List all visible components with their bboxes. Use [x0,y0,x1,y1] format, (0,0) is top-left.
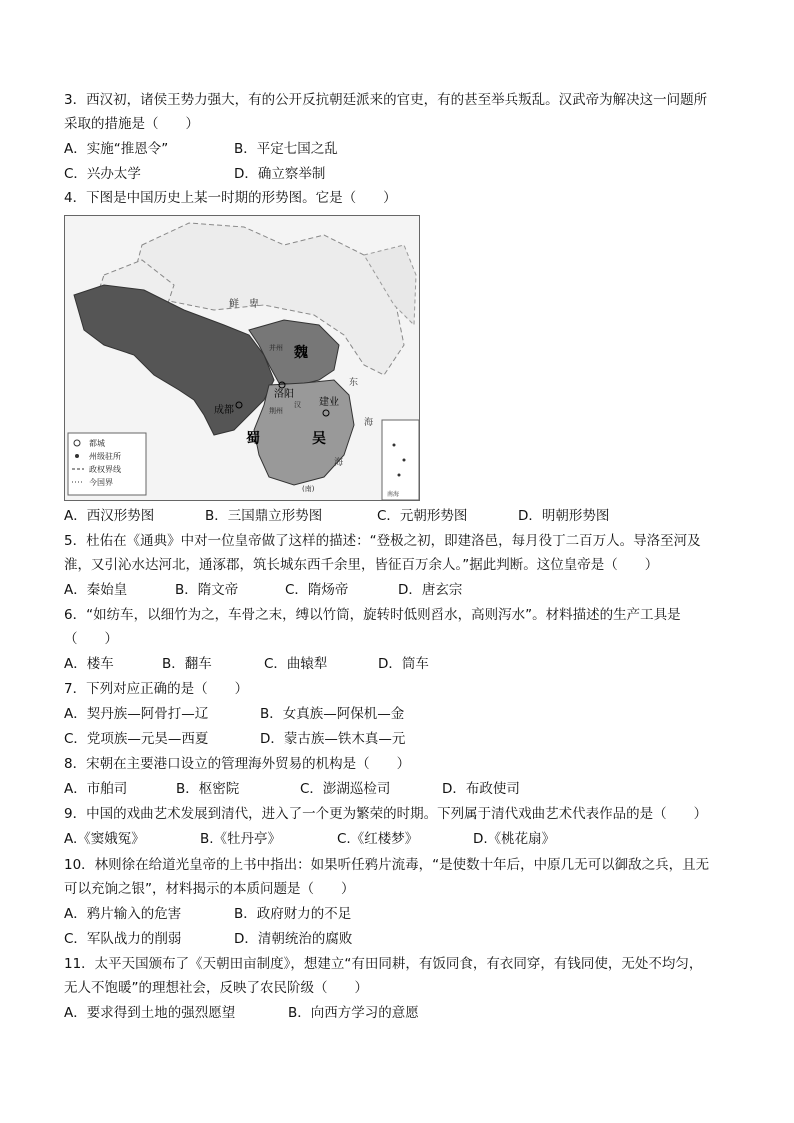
question-5-option-a[interactable]: A．秦始皇 [64,582,128,598]
question-11-stem-line-1: 11．太平天国颁布了《天朝田亩制度》，想建立“有田同耕，有饭同食，有衣同穿，有钱同使，无处不均匀， [64,956,703,972]
label-inset: 南海 [387,491,400,498]
question-5-stem-line-1: 5．杜佑在《通典》中对一位皇帝做了这样的描述：“登极之初，即建洛邑，每月役丁二百万人。导洛至河及 [64,533,701,549]
question-8-option-d[interactable]: D．布政使司 [442,781,520,797]
label-small-1: 并州 [269,344,283,352]
question-4-option-d[interactable]: D．明朝形势图 [518,508,610,524]
question-9-option-b[interactable]: B.《牡丹亭》 [200,831,282,847]
question-8-option-b[interactable]: B．枢密院 [176,781,240,797]
question-9 [64,802,734,826]
question-6-option-d[interactable]: D．筒车 [378,656,429,672]
question-4-stem: 4．下图是中国历史上某一时期的形势图。它是（ ） [64,190,397,206]
question-10-option-a[interactable]: A．鸦片输入的危害 [64,906,182,922]
question-6-option-a[interactable]: A．楼车 [64,656,114,672]
legend-capital: 都城 [89,439,105,448]
question-10-option-d[interactable]: D．清朝统治的腐败 [234,931,353,947]
question-5-option-d[interactable]: D．唐玄宗 [398,582,463,598]
question-5 [64,529,734,577]
label-small-3: 汉 [294,401,301,409]
question-10-option-c[interactable]: C．军队战力的削弱 [64,931,182,947]
label-wu: 吴 [312,431,326,447]
label-small-2: 荆州 [269,407,283,415]
legend-boundary: 政权界线 [89,465,121,474]
question-4-option-a[interactable]: A．西汉形势图 [64,508,155,524]
question-3-option-b[interactable]: B．平定七国之乱 [234,141,338,157]
label-small-4: (南) [302,485,315,493]
question-11-stem-line-2: 无人不饱暖”的理想社会，反映了农民阶级（ ） [64,980,368,996]
question-9-stem: 9．中国的戏曲艺术发展到清代，进入了一个更为繁荣的时期。下列属于清代戏曲艺术代表作品的是（ ） [64,806,708,822]
question-6-stem-line-1: 6．“如纺车，以细竹为之，车骨之末，缚以竹筒，旋转时低则舀水，高则泻水”。材料描述的生产工具是 [64,607,681,623]
question-7 [64,677,734,701]
label-xianbei: 鲜 卑 [229,299,259,310]
three-kingdoms-map [64,215,420,501]
question-9-option-a[interactable]: A.《窦娥冤》 [64,831,145,847]
question-9-option-d[interactable]: D.《桃花扇》 [473,831,556,847]
question-7-option-a[interactable]: A．契丹族—阿骨打—辽 [64,706,209,722]
question-4-option-b[interactable]: B．三国鼎立形势图 [205,508,323,524]
question-6-option-b[interactable]: B．翻车 [162,656,212,672]
question-8 [64,752,734,776]
question-11-option-b[interactable]: B．向西方学习的意愿 [288,1005,419,1021]
question-7-stem: 7．下列对应正确的是（ ） [64,681,249,697]
question-3 [64,88,734,136]
question-11-option-a[interactable]: A．要求得到土地的强烈愿望 [64,1005,236,1021]
question-3-option-c[interactable]: C．兴办太学 [64,166,141,182]
question-7-option-c[interactable]: C．党项族—元昊—西夏 [64,731,209,747]
question-6-stem-line-2: （ ） [64,631,118,647]
question-8-option-a[interactable]: A．市舶司 [64,781,128,797]
question-9-option-c[interactable]: C.《红楼梦》 [337,831,419,847]
question-4-option-c[interactable]: C．元朝形势图 [377,508,468,524]
question-8-stem: 8．宋朝在主要港口设立的管理海外贸易的机构是（ ） [64,756,411,772]
legend-border: 今国界 [89,478,113,487]
legend-symbol-prefecture [75,454,79,458]
legend-prefecture: 州级驻所 [89,452,121,461]
question-10-option-b[interactable]: B．政府财力的不足 [234,906,352,922]
label-dong: 东 [349,378,359,388]
inset-frame [382,420,419,500]
question-5-option-b[interactable]: B．隋文帝 [175,582,239,598]
label-shu: 蜀 [246,431,260,447]
label-wei: 魏 [294,345,308,361]
label-nan: 海 [334,458,344,468]
question-3-option-d[interactable]: D．确立察举制 [234,166,326,182]
question-4 [64,186,734,210]
question-3-option-a[interactable]: A．实施“推恩令” [64,141,169,157]
question-10 [64,853,734,901]
question-7-option-d[interactable]: D．蒙古族—铁木真—元 [260,731,406,747]
map-figure [64,215,420,501]
question-6 [64,603,734,651]
question-10-stem-line-2: 可以充饷之银”，材料揭示的本质问题是（ ） [64,881,355,897]
question-5-option-c[interactable]: C．隋炀帝 [285,582,349,598]
question-7-option-b[interactable]: B．女真族—阿保机—金 [260,706,405,722]
question-5-stem-line-2: 淮，又引沁水达河北，通涿郡，筑长城东西千余里，皆征百万余人。”据此判断。这位皇帝是（ ） [64,557,659,573]
label-luoyang: 洛阳 [274,389,294,400]
question-6-option-c[interactable]: C．曲辕犁 [264,656,328,672]
question-8-option-c[interactable]: C．澎湖巡检司 [300,781,391,797]
label-jianye: 建业 [319,397,339,408]
label-chengdu: 成都 [214,405,234,416]
question-10-stem-line-1: 10．林则徐在给道光皇帝的上书中指出：如果听任鸦片流毒，“是使数十年后，中原几无可以御敌之兵，且无 [64,857,710,873]
question-11 [64,952,734,1000]
label-hai: 海 [364,418,374,428]
question-3-stem-line-2: 采取的措施是（ ） [64,116,199,132]
question-3-stem-line-1: 3．西汉初，诸侯王势力强大，有的公开反抗朝廷派来的官吏，有的甚至举兵叛乱。汉武帝为解决这一问题所 [64,92,708,108]
